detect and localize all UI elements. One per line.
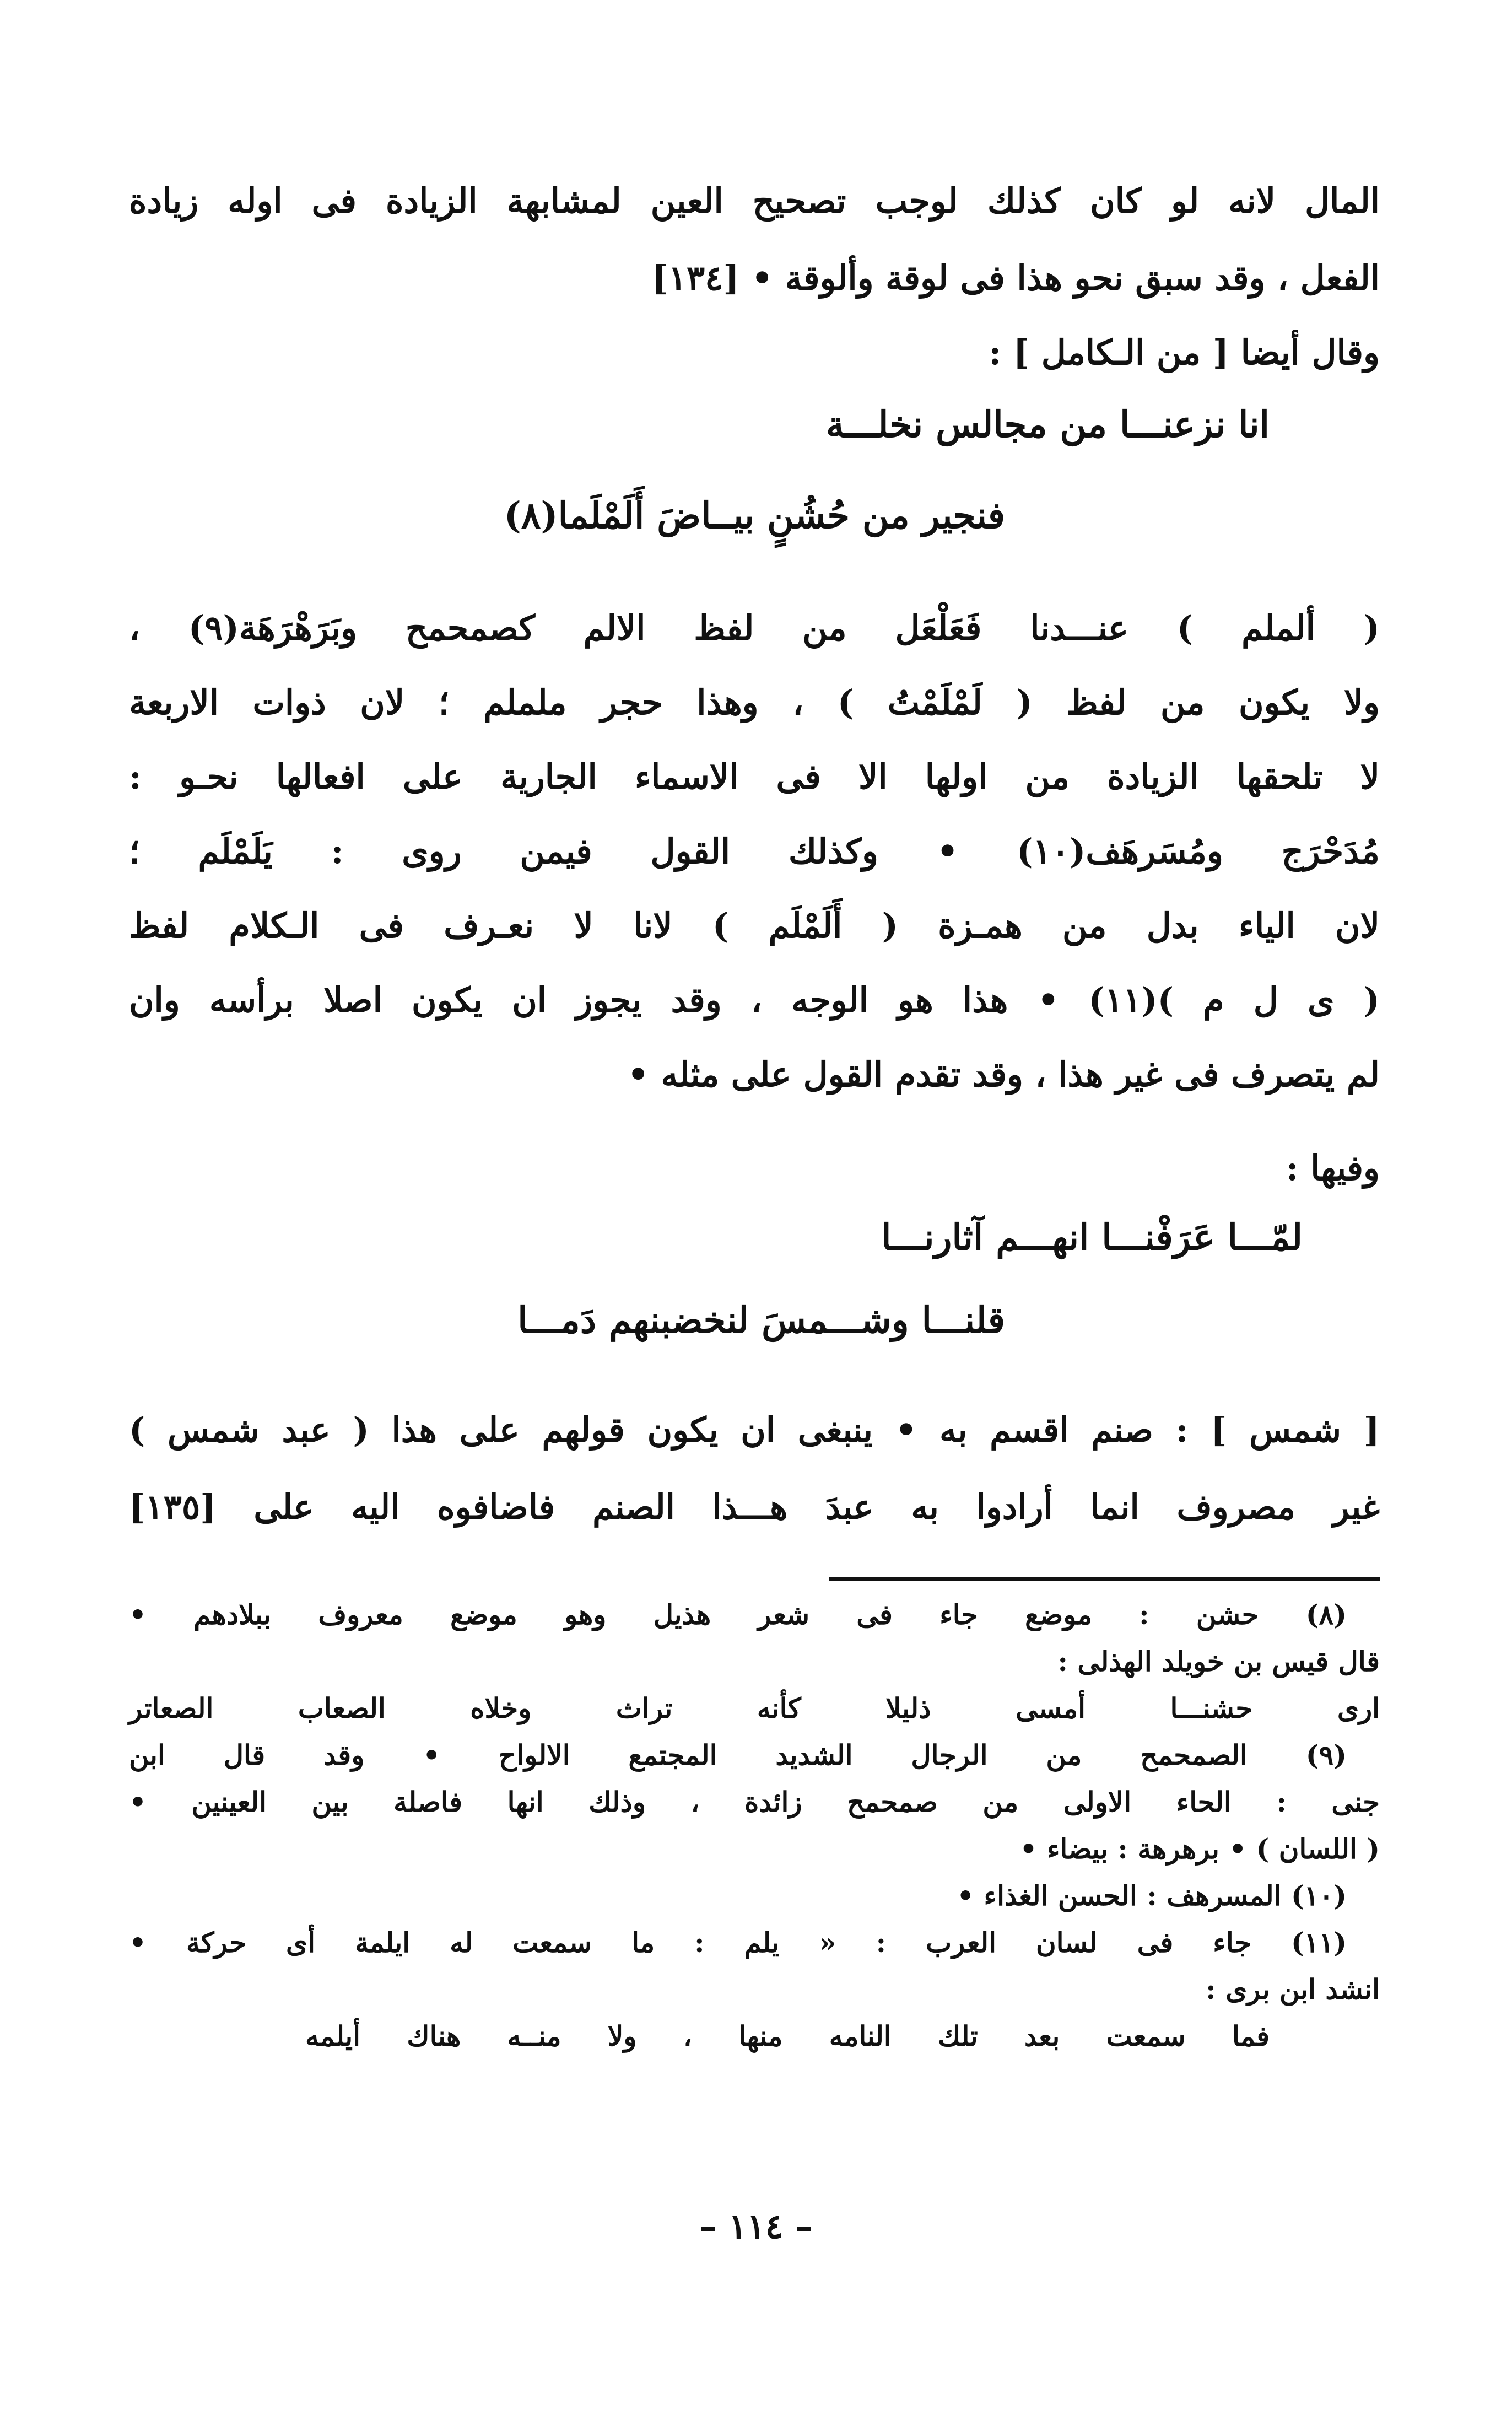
footnote-separator <box>829 1577 1380 1581</box>
footnote-9: (٩) الصمحمح من الرجال الشديد المجتمع الالواح • وقد قال ابن <box>129 1739 1347 1771</box>
footnote-10: (١٠) المسرهف : الحسن الغذاء • <box>957 1879 1347 1912</box>
para3-line-1: [ شمس ] : صنم اقسم به • ينبغى ان يكون قولهم على هذا ( عبد شمس ) <box>129 1410 1380 1450</box>
footnote-9-continued: جنى : الحاء الاولى من صمحمح زائدة ، وذلك انها فاصلة بين العينين • <box>129 1786 1380 1818</box>
footnote-8-attribution: قال قيس بن خويلد الهذلى : <box>1057 1645 1380 1678</box>
para2-line-6: ( ى ل م )(١١) • هذا هو الوجه ، وقد يجوز ان يكون اصلا برأسه وان <box>129 980 1380 1020</box>
page-number: – ١١٤ – <box>699 2206 813 2246</box>
footnote-8: (٨) حشن : موضع جاء فى شعر هذيل وهو موضع معروف ببلادهم • <box>129 1598 1347 1631</box>
body-line-2: الفعل ، وقد سبق نحو هذا فى لوقة وألوقة • [١٣٤] <box>652 258 1380 298</box>
para3-line-2: غير مصروف انما أرادوا به عبدَ هـــذا الصنم فاضافوه اليه على [١٣٥] <box>129 1487 1380 1527</box>
footnote-11-verse: فما سمعت بعد تلك النامه منها ، ولا منــه هناك أيلمه <box>305 2020 1270 2052</box>
para2-line-4: مُدَحْرَج ومُسَرهَف(١٠) • وكذلك القول فيمن روى : يَلَمْلَم ؛ <box>129 831 1380 871</box>
verse-2-hemistich-1: لمّـــا عَرَفْنـــا انهـــم آثارنـــا <box>881 1216 1303 1259</box>
verse-2-hemistich-2: قلنـــا وشـــمسَ لنخضبنهم دَمـــا <box>517 1298 1005 1341</box>
footnote-9-source: ( اللسان ) • برهرهة : بيضاء • <box>1019 1832 1380 1865</box>
para2-line-2: ولا يكون من لفظ ( لَمْلَمْتُ ) ، وهذا حجر ململم ؛ لان ذوات الاربعة <box>129 682 1380 723</box>
footnote-11-attribution: انشد ابن برى : <box>1206 1973 1380 2006</box>
body-line-1: المال لانه لو كان كذلك لوجب تصحيح العين لمشابهة الزيادة فى اوله زيادة <box>129 181 1380 221</box>
footnote-11: (١١) جاء فى لسان العرب : « يلم : ما سمعت له ايلمة أى حركة • <box>129 1926 1347 1959</box>
verse-1-hemistich-2: فنجير من حُشُنٍ بيــاضَ أَلَمْلَما(٨) <box>504 494 1005 537</box>
para2-line-1: ( ألملم ) عنـــدنا فَعَلْعَل من لفظ الالم كصمحمح وبَرَهْرَهَة(٩) ، <box>129 608 1380 648</box>
para2-line-3: لا تلحقها الزيادة من اولها الا فى الاسماء الجارية على افعالها نحـو : <box>129 757 1380 797</box>
verse-1-hemistich-1: انا نزعنـــا من مجالس نخلـــة <box>825 403 1270 446</box>
para2-line-7: لم يتصرف فى غير هذا ، وقد تقدم القول على مثله • <box>627 1054 1380 1095</box>
verse-2-intro: وفيها : <box>1286 1148 1380 1188</box>
footnote-8-verse: ارى حشنـــا أمسى ذليلا كأنه تراث وخلاه الصعاب الصعاتر <box>129 1692 1380 1724</box>
verse-intro-line: وقال أيضا [ من الـكامل ] : <box>989 332 1380 373</box>
para2-line-5: لان الياء بدل من همـزة ( أَلَمْلَم ) لانا لا نعـرف فى الـكلام لفظ <box>129 905 1380 946</box>
